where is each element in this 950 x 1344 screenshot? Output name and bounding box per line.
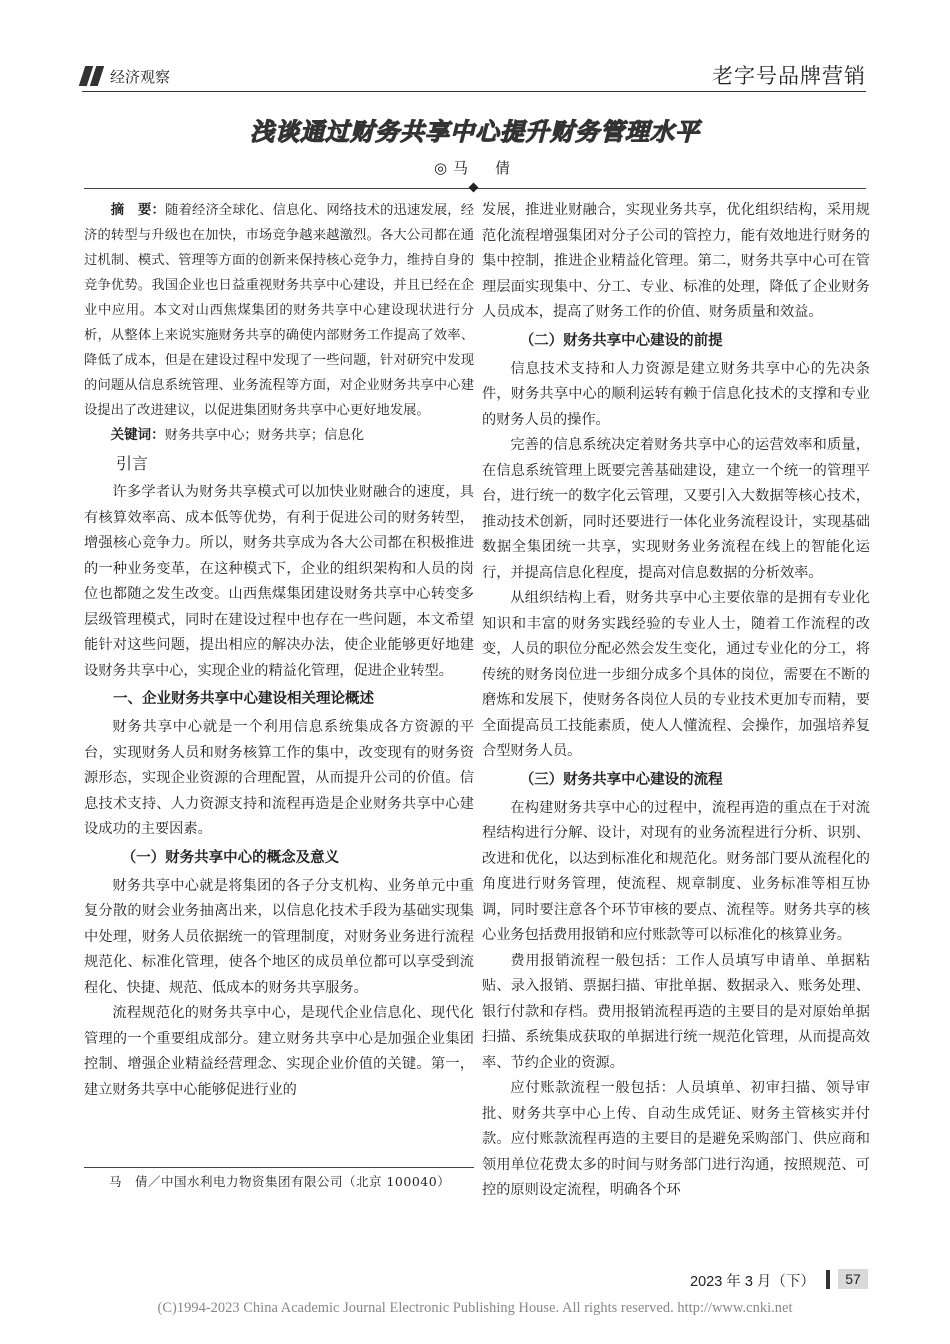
intro-paragraph: 许多学者认为财务共享模式可以加快业财融合的速度，具有核算效率高、成本低等优势，有利于促进公司的财务转型，增强核心竞争力。所以，财务共享成为各大公司都在积极推进的一种业务变革，在这种模式下，企业的组织架构和人员的岗位也都随之发生改变。山西焦煤集团建设财务共享中心转变多层级管理模式，同时在建设过程中也存在一些问题，本文希望能针对这些问题，提出相应的解决办法，使企业能够更好地建设财务共享中心，实现企业的精益化管理，促进企业转型。 — [84, 484, 474, 679]
header-divider — [82, 91, 866, 92]
section-1a-paragraph-1: 财务共享中心就是将集团的各子分支机构、业务单元中重复分散的财会业务抽离出来，以信息化技术手段为基础实现集中处理，财务人员依据统一的管理制度，对财务业务进行流程规范化、标准化管理，使各个地区的成员单位都可以享受到流程化、快捷、规范、低成本的财务共享服务。 — [84, 877, 474, 996]
section-1c-paragraph-1: 在构建财务共享中心的过程中，流程再造的重点在于对流程结构进行分解、设计，对现有的业务流程进行分析、识别、改进和优化，以达到标准化和规范化。财务部门要从流程化的角度进行财务管理，使流程、规章制度、业务标准等相互协调，同时要注意各个环节审核的要点、流程等。财务共享的核心业务包括费用报销和应付账款等可以标准化的核算业务。 — [482, 799, 870, 943]
page-bar-icon — [826, 1270, 830, 1289]
keywords-text: 财务共享中心；财务共享；信息化 — [164, 428, 365, 443]
divider-diamond-icon — [469, 183, 479, 193]
footnote-divider — [84, 1167, 474, 1168]
abstract-label: 摘 要： — [110, 202, 166, 218]
column-name: 经济观察 — [110, 68, 171, 86]
section-1b-heading: （二）财务共享中心建设的前提 — [519, 332, 723, 349]
section-1-heading: 一、企业财务共享中心建设相关理论概述 — [113, 691, 374, 707]
keywords — [84, 423, 474, 448]
keywords-label: 关键词： — [110, 427, 165, 443]
section-1-paragraph: 财务共享中心就是一个利用信息系统集成各方资源的平台，实现财务人员和财务核算工作的集中，改变现有的财务资源形态，实现企业资源的合理配置，从而提升公司的价值。信息技术支持、人力资源支持和流程再造是企业财务共享中心建设成功的主要因素。 — [84, 719, 474, 837]
issue-date: 2023 年 3 月（下） — [690, 1274, 815, 1290]
section-1a-paragraph-2-start: 流程规范化的财务共享中心，是现代企业信息化、现代化管理的一个重要组成部分。建立财务共享中心是加强企业集团控制、增强企业精益经营理念、实现企业价值的关键。第一，建立财务共享中心能够促进行业的 — [84, 1005, 474, 1098]
section-1b-paragraph-1: 信息技术支持和人力资源是建立财务共享中心的先决条件，财务共享中心的顺利运转有赖于信息化技术的支撑和专业的财务人员的操作。 — [482, 360, 870, 428]
column-bars-icon — [82, 66, 104, 86]
section-1c-heading: （三）财务共享中心建设的流程 — [519, 771, 723, 788]
left-column — [84, 198, 474, 1103]
article-author: ◎马 倩 — [433, 159, 517, 177]
abstract-text: 随着经济全球化、信息化、网络技术的迅速发展，经济的转型与升级也在加快，市场竞争越来越激烈。各大公司都在通过机制、模式、管理等方面的创新来保持核心竞争力，维持自身的竞争优势。我国企业也日益重视财务共享中心建设，并且已经在企业中应用。本文对山西焦煤集团的财务共享中心建设现状进行分析，从整体上来说实施财务共享的确使内部财务工作提高了效率、降低了成本，但是在建设过程中发现了一些问题，针对研究中发现的问题从信息系统管理、业务流程等方面，对企业财务共享中心建设提出了改进建议，以促进集团财务共享中心更好地发展。 — [84, 203, 475, 418]
intro-heading: 引言 — [116, 454, 149, 473]
section-1a-heading: （一）财务共享中心的概念及意义 — [121, 849, 340, 866]
right-column — [482, 198, 870, 1204]
abstract — [84, 198, 474, 423]
section-1c-paragraph-3: 应付账款流程一般包括：人员填单、初审扫描、领导审批、财务共享中心上传、自动生成凭证、财务主管核实并付款。应付账款流程再造的主要目的是避免采购部门、供应商和领用单位花费太多的时间与财务部门进行沟通，按照规范、可控的原则设定流程，明确各个环 — [482, 1080, 870, 1198]
author-footnote: 马 倩／中国水利电力物资集团有限公司（北京 100040） — [109, 1174, 451, 1189]
section-1b-paragraph-2: 完善的信息系统决定着财务共享中心的运营效率和质量，在信息系统管理上既要完善基础建设，建立一个统一的管理平台，进行统一的数字化云管理，又要引入大数据等核心技术，推动技术创新，同时还要进行一体化业务流程设计，实现基础数据全集团统一共享，实现财务业务流程在线上的智能化运行，并提高信息化程度，提高对信息数据的分析效率。 — [482, 437, 870, 581]
section-1c-paragraph-2: 费用报销流程一般包括：工作人员填写申请单、单据粘贴、录入报销、票据扫描、审批单据、数据录入、账务处理、银行付款和存档。费用报销流程再造的主要目的是对原始单据扫描、系统集成获取的单据进行统一规范化管理，从而提高效率、节约企业的资源。 — [482, 952, 870, 1071]
section-1a-paragraph-2-cont: 发展，推进业财融合，实现业务共享，优化组织结构，采用规范化流程增强集团对分子公司的管控力，能有效地进行财务的集中控制，推进企业精益化管理。第二，财务共享中心可在管理层面实现集中、分工、专业、标准的处理，降低了企业财务人员成本，提高了财务工作的价值、财务质量和效益。 — [482, 202, 870, 320]
article-title: 浅谈通过财务共享中心提升财务管理水平 — [250, 118, 700, 146]
journal-column-header — [82, 58, 170, 94]
section-name: 老字号品牌营销 — [712, 64, 866, 88]
copyright-notice: (C)1994-2023 China Academic Journal Electronic Publishing House. All rights reserved. http://www.cnki.net — [157, 1300, 793, 1316]
section-1b-paragraph-3: 从组织结构上看，财务共享中心主要依靠的是拥有专业化知识和丰富的财务实践经验的专业人士，随着工作流程的改变，人员的职位分配必然会发生变化，通过专业化的分工，将传统的财务岗位进一步细分成多个具体的岗位，需要在不断的磨炼和发展下，使财务各岗位人员的专业技术更加专而精，要全面提高员工技能素质，使人人懂流程、会操作，加强培养复合型财务人员。 — [482, 590, 870, 759]
page-number: 57 — [838, 1269, 868, 1289]
